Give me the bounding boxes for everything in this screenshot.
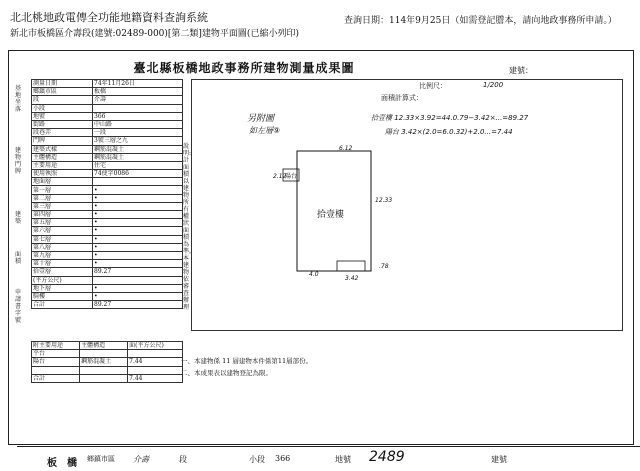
info-label: 鄉鎮市區 bbox=[32, 88, 93, 96]
info-row bbox=[32, 219, 183, 227]
attach-cell bbox=[32, 366, 80, 374]
info-label: 第三層 bbox=[32, 202, 93, 210]
info-label: 第六層 bbox=[32, 227, 93, 235]
info-row bbox=[32, 235, 183, 243]
attach-cell bbox=[128, 366, 183, 374]
info-label: 第七層 bbox=[32, 235, 93, 243]
dim-left: 2.12 bbox=[273, 173, 287, 180]
side-label-area: 面積 bbox=[15, 251, 22, 265]
info-value: 鋼筋混凝土 bbox=[93, 153, 183, 161]
info-value: • bbox=[93, 202, 183, 210]
info-row bbox=[32, 129, 183, 137]
info-value: 74年11月26日 bbox=[93, 80, 183, 88]
dim-right: 12.33 bbox=[375, 197, 393, 204]
document-title: 臺北縣板橋地政事務所建物測量成果圖 bbox=[133, 61, 355, 75]
info-row bbox=[32, 96, 183, 104]
floor-note: 如左層⑨ bbox=[249, 126, 281, 135]
bottom-district: 板 橋 bbox=[47, 458, 77, 469]
info-row bbox=[32, 292, 183, 300]
info-row bbox=[32, 120, 183, 128]
info-label: 第十層 bbox=[32, 260, 93, 268]
notes-block bbox=[181, 355, 312, 379]
info-row bbox=[32, 186, 183, 194]
info-value: • bbox=[93, 284, 183, 292]
owner-note: 另附圖 bbox=[247, 114, 275, 124]
info-row bbox=[32, 251, 183, 259]
dim-top: 6.12 bbox=[339, 145, 353, 152]
floor-label: 拾壹樓 bbox=[317, 210, 345, 220]
info-value: 中山路 bbox=[93, 120, 183, 128]
info-row bbox=[32, 276, 183, 284]
attach-row bbox=[32, 374, 183, 382]
dim-b2: 3.42 bbox=[345, 275, 359, 282]
info-value: • bbox=[93, 194, 183, 202]
attach-header-cell: 主體構造 bbox=[80, 342, 128, 350]
info-label: 段 bbox=[32, 96, 93, 104]
info-value: 366 bbox=[93, 112, 183, 120]
bottom-build-no: 2489 bbox=[369, 449, 405, 465]
info-label: 段巷弄 bbox=[32, 129, 93, 137]
info-row bbox=[32, 161, 183, 169]
info-label: 門牌 bbox=[32, 137, 93, 145]
system-title: 北北桃地政電傳全功能地籍資料查詢系統 bbox=[10, 11, 208, 24]
calc-line-floor: 拾壹樓 12.33×3.92=44.0.79−3.42×...=89.27 bbox=[371, 114, 529, 122]
info-row bbox=[32, 284, 183, 292]
attach-header-row bbox=[32, 342, 183, 350]
info-value: 板橋 bbox=[93, 88, 183, 96]
dim-bottom: 4.0 bbox=[309, 271, 319, 278]
info-value: • bbox=[93, 219, 183, 227]
bottom-land-no: 366 bbox=[275, 454, 291, 463]
info-label: 騎樓 bbox=[32, 292, 93, 300]
info-label: 地下層 bbox=[32, 284, 93, 292]
attach-cell bbox=[80, 366, 128, 374]
bottom-subsection: 小段 bbox=[249, 455, 265, 464]
bottom-district-suffix: 鄉鎮市區 bbox=[87, 455, 115, 463]
info-row bbox=[32, 80, 183, 88]
info-value: 89.27 bbox=[93, 301, 183, 309]
info-row bbox=[32, 104, 183, 112]
info-label: 使用執照 bbox=[32, 170, 93, 178]
dim-b3: .78 bbox=[379, 263, 389, 270]
building-number-label: 建號： bbox=[509, 66, 533, 75]
note-2: 二、本成果表以建物登記為限。 bbox=[181, 369, 272, 377]
info-label: 第一層 bbox=[32, 186, 93, 194]
info-value: 介壽 bbox=[93, 96, 183, 104]
info-row bbox=[32, 153, 183, 161]
attach-cell: 合計 bbox=[32, 374, 80, 382]
info-row bbox=[32, 243, 183, 251]
bottom-section-suffix: 段 bbox=[179, 455, 187, 464]
attach-header-cell: 附主要用途 bbox=[32, 342, 80, 350]
office-line: 新北市板橋區介壽段(建號:02489-000)[第二類]建物平面圖(已縮小列印) bbox=[10, 29, 299, 39]
info-label: (平方公尺) bbox=[32, 276, 93, 284]
calc-line-balcony: 陽台 3.42×(2.0=6.0.32)+2.0...=7.44 bbox=[385, 128, 513, 136]
info-label: 第四層 bbox=[32, 211, 93, 219]
attach-cell: 陽台 bbox=[32, 358, 80, 366]
attach-row bbox=[32, 366, 183, 374]
info-value: • bbox=[93, 235, 183, 243]
info-row bbox=[32, 88, 183, 96]
attach-cell bbox=[128, 350, 183, 358]
bottom-section: 介壽 bbox=[133, 455, 149, 464]
info-row bbox=[32, 145, 183, 153]
info-value bbox=[93, 104, 183, 112]
info-row bbox=[32, 178, 183, 186]
area-calc-label: 面積計算式： bbox=[381, 94, 423, 102]
info-label: 測量日期 bbox=[32, 80, 93, 88]
attach-cell: 平台 bbox=[32, 350, 80, 358]
info-row bbox=[32, 112, 183, 120]
info-value: • bbox=[93, 260, 183, 268]
attach-cell bbox=[80, 350, 128, 358]
side-label-door: 建物門牌 bbox=[15, 147, 22, 175]
info-label: 街路 bbox=[32, 120, 93, 128]
scale-value: 1/200 bbox=[483, 81, 504, 89]
attach-row bbox=[32, 350, 183, 358]
info-value: • bbox=[93, 186, 183, 194]
info-row bbox=[32, 227, 183, 235]
info-label: 第五層 bbox=[32, 219, 93, 227]
info-value: 89.27 bbox=[93, 268, 183, 276]
side-label-land: 基地坐落 bbox=[15, 85, 22, 113]
scale-label: 比例尺： bbox=[419, 82, 447, 90]
side-vertical-note: 說明:計面積以建物所有權狀面積為準。本建物依審查辦理 bbox=[183, 143, 196, 311]
bottom-line bbox=[17, 446, 640, 471]
info-row bbox=[32, 211, 183, 219]
info-row bbox=[32, 194, 183, 202]
info-value: 住宅 bbox=[93, 161, 183, 169]
side-label-build: 建築 bbox=[15, 211, 22, 225]
balcony-label: 陽台 bbox=[285, 173, 298, 180]
bottom-build-label: 建號 bbox=[491, 455, 507, 464]
info-label: 第二層 bbox=[32, 194, 93, 202]
query-date: 查詢日期：114年9月25日（如需登記謄本，請向地政事務所申請。） bbox=[344, 16, 617, 26]
info-value: • bbox=[93, 227, 183, 235]
info-row bbox=[32, 137, 183, 145]
attach-cell: 鋼筋混凝土 bbox=[80, 358, 128, 366]
building-info-table bbox=[31, 79, 183, 309]
info-label: 主要用途 bbox=[32, 161, 93, 169]
info-row bbox=[32, 268, 183, 276]
info-value: • bbox=[93, 243, 183, 251]
info-value: • bbox=[93, 211, 183, 219]
info-label: 地面層 bbox=[32, 178, 93, 186]
attach-cell: 7.44 bbox=[128, 374, 183, 382]
info-label: 拾壹層 bbox=[32, 268, 93, 276]
info-row bbox=[32, 202, 183, 210]
info-value bbox=[93, 276, 183, 284]
attach-cell: 7.44 bbox=[128, 358, 183, 366]
info-label: 第八層 bbox=[32, 243, 93, 251]
info-label: 主體構造 bbox=[32, 153, 93, 161]
info-value: 鋼筋混凝土 bbox=[93, 145, 183, 153]
info-row bbox=[32, 301, 183, 309]
attach-header-cell: 面(平方公尺) bbox=[128, 342, 183, 350]
info-value: 74使字0086 bbox=[93, 170, 183, 178]
info-label: 建築式樣 bbox=[32, 145, 93, 153]
balcony-box-bottom bbox=[337, 261, 365, 271]
info-value bbox=[93, 178, 183, 186]
info-label: 合計 bbox=[32, 301, 93, 309]
attach-cell bbox=[80, 374, 128, 382]
info-value: • bbox=[93, 251, 183, 259]
info-value: • bbox=[93, 292, 183, 300]
attach-row bbox=[32, 358, 183, 366]
attachment-table bbox=[31, 341, 183, 383]
info-row bbox=[32, 170, 183, 178]
info-label: 第九層 bbox=[32, 251, 93, 259]
info-label: 小段 bbox=[32, 104, 93, 112]
bottom-land-label: 地號 bbox=[335, 455, 351, 464]
document-frame bbox=[8, 50, 634, 469]
note-1: 一、本建物係 11 層建物本件係第11層部份。 bbox=[181, 357, 313, 365]
info-value: 一段 bbox=[93, 129, 183, 137]
side-label-apply: 申請書字號 bbox=[15, 289, 22, 324]
info-value: 3號三層之九 bbox=[93, 137, 183, 145]
info-row bbox=[32, 260, 183, 268]
info-label: 地號 bbox=[32, 112, 93, 120]
